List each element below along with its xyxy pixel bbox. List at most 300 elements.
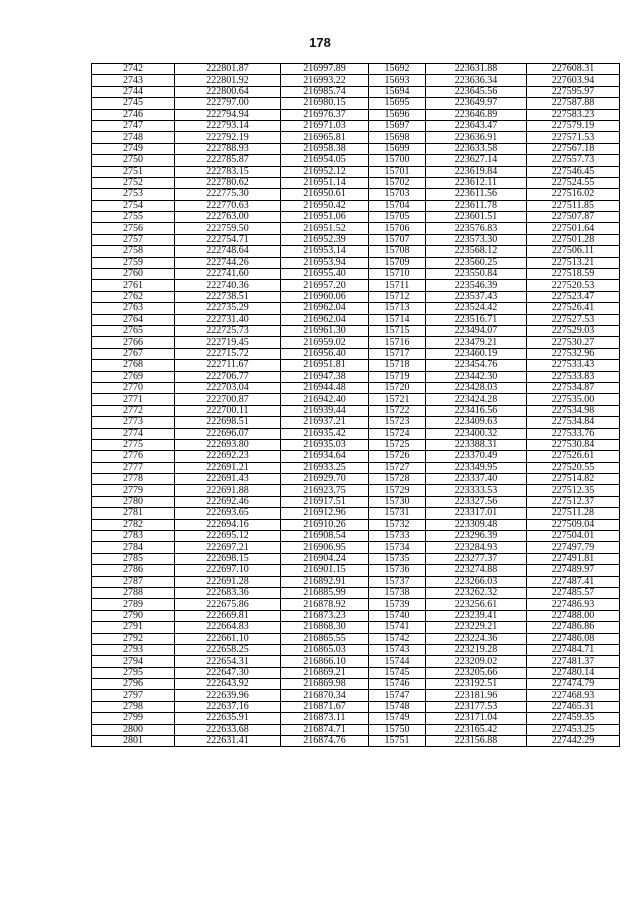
cell-y-right: 227526.41 (527, 303, 620, 314)
cell-point-id-right: 15735 (369, 553, 426, 564)
cell-point-id-right: 15704 (369, 200, 426, 211)
table-row (92, 337, 620, 348)
cell-x-left: 222700.87 (175, 394, 281, 405)
cell-point-id-left: 2767 (92, 348, 175, 359)
cell-point-id-right: 15701 (369, 166, 426, 177)
cell-point-id-left: 2770 (92, 382, 175, 393)
cell-point-id-right: 15745 (369, 667, 426, 678)
cell-point-id-left: 2789 (92, 599, 175, 610)
cell-y-right: 227513.21 (527, 257, 620, 268)
cell-point-id-right: 15728 (369, 474, 426, 485)
cell-x-right: 223165.42 (426, 724, 527, 735)
cell-y-left: 216947.38 (281, 371, 369, 382)
cell-x-left: 222664.83 (175, 622, 281, 633)
cell-point-id-left: 2750 (92, 155, 175, 166)
cell-x-right: 223568.12 (426, 246, 527, 257)
table-row (92, 200, 620, 211)
cell-x-right: 223460.19 (426, 348, 527, 359)
cell-point-id-left: 2755 (92, 212, 175, 223)
cell-x-right: 223177.53 (426, 701, 527, 712)
cell-point-id-right: 15708 (369, 246, 426, 257)
cell-y-left: 216937.21 (281, 417, 369, 428)
cell-point-id-right: 15744 (369, 656, 426, 667)
cell-y-right: 227459.35 (527, 713, 620, 724)
cell-point-id-left: 2780 (92, 496, 175, 507)
cell-x-left: 222697.21 (175, 542, 281, 553)
cell-x-left: 222770.63 (175, 200, 281, 211)
table-row (92, 86, 620, 97)
cell-point-id-left: 2746 (92, 109, 175, 120)
cell-x-left: 222706.77 (175, 371, 281, 382)
cell-x-left: 222797.00 (175, 98, 281, 109)
cell-y-right: 227534.84 (527, 417, 620, 428)
cell-y-left: 216950.42 (281, 200, 369, 211)
table-row (92, 587, 620, 598)
table-row (92, 428, 620, 439)
cell-y-left: 216868.30 (281, 622, 369, 633)
cell-y-right: 227511.85 (527, 200, 620, 211)
cell-point-id-left: 2783 (92, 531, 175, 542)
cell-x-right: 223224.36 (426, 633, 527, 644)
cell-y-right: 227533.43 (527, 360, 620, 371)
cell-point-id-left: 2759 (92, 257, 175, 268)
cell-x-left: 222695.12 (175, 531, 281, 542)
cell-y-right: 227527.53 (527, 314, 620, 325)
cell-point-id-right: 15734 (369, 542, 426, 553)
cell-y-right: 227501.64 (527, 223, 620, 234)
cell-x-right: 223229.21 (426, 622, 527, 633)
cell-x-left: 222711.67 (175, 360, 281, 371)
cell-point-id-left: 2800 (92, 724, 175, 735)
table-row (92, 610, 620, 621)
cell-y-right: 227579.19 (527, 120, 620, 131)
cell-y-right: 227534.98 (527, 405, 620, 416)
cell-x-left: 222692.46 (175, 496, 281, 507)
cell-point-id-right: 15716 (369, 337, 426, 348)
cell-y-right: 227608.31 (527, 64, 620, 75)
cell-point-id-right: 15712 (369, 291, 426, 302)
cell-y-right: 227507.87 (527, 212, 620, 223)
cell-y-left: 216873.23 (281, 610, 369, 621)
cell-x-right: 223317.01 (426, 508, 527, 519)
cell-point-id-left: 2776 (92, 451, 175, 462)
cell-x-right: 223636.91 (426, 132, 527, 143)
cell-x-left: 222775.30 (175, 189, 281, 200)
cell-point-id-right: 15743 (369, 644, 426, 655)
table-row (92, 98, 620, 109)
cell-point-id-left: 2787 (92, 576, 175, 587)
cell-y-right: 227511.28 (527, 508, 620, 519)
cell-y-left: 216908.54 (281, 531, 369, 542)
cell-y-right: 227465.31 (527, 701, 620, 712)
cell-y-right: 227520.53 (527, 280, 620, 291)
cell-y-left: 216939.44 (281, 405, 369, 416)
cell-point-id-left: 2793 (92, 644, 175, 655)
cell-y-right: 227518.59 (527, 269, 620, 280)
cell-y-left: 216869.21 (281, 667, 369, 678)
cell-x-left: 222719.45 (175, 337, 281, 348)
table-row (92, 325, 620, 336)
cell-x-left: 222780.62 (175, 177, 281, 188)
cell-x-right: 223612.11 (426, 177, 527, 188)
cell-point-id-left: 2766 (92, 337, 175, 348)
cell-y-left: 216962.04 (281, 303, 369, 314)
cell-x-right: 223424.28 (426, 394, 527, 405)
cell-y-right: 227468.93 (527, 690, 620, 701)
table-row (92, 234, 620, 245)
table-row (92, 701, 620, 712)
cell-point-id-left: 2779 (92, 485, 175, 496)
cell-point-id-right: 15697 (369, 120, 426, 131)
cell-point-id-right: 15738 (369, 587, 426, 598)
cell-x-right: 223550.84 (426, 269, 527, 280)
cell-x-left: 222691.88 (175, 485, 281, 496)
cell-point-id-right: 15715 (369, 325, 426, 336)
cell-y-left: 216874.76 (281, 736, 369, 747)
cell-point-id-left: 2745 (92, 98, 175, 109)
cell-x-right: 223277.37 (426, 553, 527, 564)
cell-y-left: 216955.40 (281, 269, 369, 280)
cell-y-right: 227504.01 (527, 531, 620, 542)
cell-x-left: 222697.10 (175, 565, 281, 576)
cell-point-id-right: 15711 (369, 280, 426, 291)
cell-y-left: 216952.12 (281, 166, 369, 177)
table-row (92, 496, 620, 507)
cell-x-left: 222691.43 (175, 474, 281, 485)
cell-y-right: 227497.79 (527, 542, 620, 553)
cell-point-id-right: 15729 (369, 485, 426, 496)
cell-y-left: 216869.98 (281, 679, 369, 690)
cell-x-left: 222700.11 (175, 405, 281, 416)
cell-point-id-right: 15733 (369, 531, 426, 542)
table-row (92, 371, 620, 382)
cell-point-id-right: 15717 (369, 348, 426, 359)
cell-x-right: 223209.02 (426, 656, 527, 667)
cell-x-left: 222738.51 (175, 291, 281, 302)
cell-y-left: 216873.11 (281, 713, 369, 724)
cell-x-right: 223333.53 (426, 485, 527, 496)
cell-point-id-left: 2744 (92, 86, 175, 97)
cell-x-right: 223537.43 (426, 291, 527, 302)
cell-x-left: 222698.15 (175, 553, 281, 564)
coordinates-table (91, 63, 620, 747)
cell-y-left: 216954.05 (281, 155, 369, 166)
cell-x-left: 222754.71 (175, 234, 281, 245)
cell-y-right: 227481.37 (527, 656, 620, 667)
cell-x-left: 222792.19 (175, 132, 281, 143)
cell-x-right: 223611.78 (426, 200, 527, 211)
cell-point-id-left: 2795 (92, 667, 175, 678)
cell-x-left: 222793.14 (175, 120, 281, 131)
cell-y-left: 216871.67 (281, 701, 369, 712)
cell-y-left: 216953.14 (281, 246, 369, 257)
cell-y-right: 227587.88 (527, 98, 620, 109)
cell-x-right: 223349.95 (426, 462, 527, 473)
cell-x-right: 223284.93 (426, 542, 527, 553)
cell-point-id-right: 15742 (369, 633, 426, 644)
cell-point-id-right: 15751 (369, 736, 426, 747)
cell-x-right: 223546.39 (426, 280, 527, 291)
cell-y-left: 216960.06 (281, 291, 369, 302)
cell-point-id-left: 2747 (92, 120, 175, 131)
cell-x-left: 222633.68 (175, 724, 281, 735)
cell-y-right: 227533.76 (527, 428, 620, 439)
table-row (92, 189, 620, 200)
cell-x-right: 223479.21 (426, 337, 527, 348)
cell-y-left: 216874.71 (281, 724, 369, 735)
cell-x-right: 223181.96 (426, 690, 527, 701)
cell-x-right: 223296.39 (426, 531, 527, 542)
cell-point-id-right: 15706 (369, 223, 426, 234)
cell-y-left: 216923.75 (281, 485, 369, 496)
cell-x-left: 222683.36 (175, 587, 281, 598)
cell-y-left: 216935.42 (281, 428, 369, 439)
table-row (92, 246, 620, 257)
table-row (92, 736, 620, 747)
cell-y-right: 227489.97 (527, 565, 620, 576)
cell-point-id-right: 15749 (369, 713, 426, 724)
cell-point-id-left: 2762 (92, 291, 175, 302)
cell-x-right: 223256.61 (426, 599, 527, 610)
cell-y-right: 227486.86 (527, 622, 620, 633)
cell-x-right: 223494.07 (426, 325, 527, 336)
table-row (92, 212, 620, 223)
cell-point-id-left: 2753 (92, 189, 175, 200)
cell-y-right: 227533.83 (527, 371, 620, 382)
cell-y-right: 227534.87 (527, 382, 620, 393)
table-row (92, 451, 620, 462)
table-row (92, 656, 620, 667)
cell-x-right: 223646.89 (426, 109, 527, 120)
table-row (92, 120, 620, 131)
table-row (92, 474, 620, 485)
cell-y-left: 216865.03 (281, 644, 369, 655)
cell-y-left: 216957.20 (281, 280, 369, 291)
cell-point-id-left: 2778 (92, 474, 175, 485)
cell-point-id-right: 15714 (369, 314, 426, 325)
cell-point-id-right: 15747 (369, 690, 426, 701)
table-row (92, 223, 620, 234)
cell-x-left: 222675.86 (175, 599, 281, 610)
cell-point-id-right: 15696 (369, 109, 426, 120)
table-row (92, 485, 620, 496)
cell-point-id-left: 2756 (92, 223, 175, 234)
table-row (92, 166, 620, 177)
cell-x-right: 223266.03 (426, 576, 527, 587)
cell-point-id-left: 2785 (92, 553, 175, 564)
cell-x-left: 222783.15 (175, 166, 281, 177)
cell-point-id-left: 2751 (92, 166, 175, 177)
cell-x-right: 223524.42 (426, 303, 527, 314)
cell-x-right: 223619.84 (426, 166, 527, 177)
cell-y-left: 216961.30 (281, 325, 369, 336)
table-row (92, 177, 620, 188)
cell-x-right: 223516.71 (426, 314, 527, 325)
cell-y-left: 216951.81 (281, 360, 369, 371)
cell-y-left: 216953.94 (281, 257, 369, 268)
cell-x-left: 222801.87 (175, 64, 281, 75)
cell-y-right: 227603.94 (527, 75, 620, 86)
cell-x-left: 222639.96 (175, 690, 281, 701)
cell-y-right: 227453.25 (527, 724, 620, 735)
cell-point-id-left: 2777 (92, 462, 175, 473)
cell-y-right: 227485.57 (527, 587, 620, 598)
cell-point-id-left: 2801 (92, 736, 175, 747)
cell-y-left: 216904.24 (281, 553, 369, 564)
cell-y-left: 216958.38 (281, 143, 369, 154)
cell-y-right: 227530.27 (527, 337, 620, 348)
cell-point-id-right: 15710 (369, 269, 426, 280)
table-row (92, 382, 620, 393)
cell-y-left: 216870.34 (281, 690, 369, 701)
cell-y-left: 216910.26 (281, 519, 369, 530)
cell-y-right: 227442.29 (527, 736, 620, 747)
cell-y-right: 227571.53 (527, 132, 620, 143)
cell-y-left: 216892.91 (281, 576, 369, 587)
cell-x-left: 222654.31 (175, 656, 281, 667)
cell-y-right: 227512.35 (527, 485, 620, 496)
cell-x-left: 222735.29 (175, 303, 281, 314)
cell-y-left: 216951.52 (281, 223, 369, 234)
cell-y-right: 227501.28 (527, 234, 620, 245)
cell-y-left: 216906.95 (281, 542, 369, 553)
cell-y-right: 227486.08 (527, 633, 620, 644)
cell-point-id-right: 15737 (369, 576, 426, 587)
cell-y-right: 227512.37 (527, 496, 620, 507)
cell-y-right: 227516.02 (527, 189, 620, 200)
cell-y-right: 227583.23 (527, 109, 620, 120)
cell-point-id-right: 15726 (369, 451, 426, 462)
cell-y-right: 227530.84 (527, 439, 620, 450)
cell-x-left: 222703.04 (175, 382, 281, 393)
table-row (92, 462, 620, 473)
cell-y-left: 216997.89 (281, 64, 369, 75)
cell-y-left: 216901.15 (281, 565, 369, 576)
cell-point-id-left: 2794 (92, 656, 175, 667)
cell-x-left: 222696.07 (175, 428, 281, 439)
cell-y-right: 227532.96 (527, 348, 620, 359)
cell-y-left: 216878.92 (281, 599, 369, 610)
cell-point-id-left: 2761 (92, 280, 175, 291)
cell-x-left: 222635.91 (175, 713, 281, 724)
cell-y-left: 216951.06 (281, 212, 369, 223)
cell-y-right: 227535.00 (527, 394, 620, 405)
cell-x-right: 223192.51 (426, 679, 527, 690)
cell-point-id-right: 15732 (369, 519, 426, 530)
cell-y-left: 216929.70 (281, 474, 369, 485)
cell-point-id-right: 15740 (369, 610, 426, 621)
cell-x-right: 223400.32 (426, 428, 527, 439)
table-row (92, 724, 620, 735)
table-row (92, 542, 620, 553)
cell-x-right: 223219.28 (426, 644, 527, 655)
cell-y-right: 227546.45 (527, 166, 620, 177)
cell-x-right: 223239.41 (426, 610, 527, 621)
cell-x-right: 223442.30 (426, 371, 527, 382)
cell-x-right: 223560.25 (426, 257, 527, 268)
cell-y-right: 227484.71 (527, 644, 620, 655)
cell-point-id-right: 15695 (369, 98, 426, 109)
cell-point-id-right: 15719 (369, 371, 426, 382)
cell-x-right: 223601.51 (426, 212, 527, 223)
cell-x-left: 222788.93 (175, 143, 281, 154)
cell-x-left: 222740.36 (175, 280, 281, 291)
table-row (92, 109, 620, 120)
cell-x-left: 222725.73 (175, 325, 281, 336)
cell-x-left: 222661.10 (175, 633, 281, 644)
table-row (92, 508, 620, 519)
table-row (92, 405, 620, 416)
cell-y-left: 216933.25 (281, 462, 369, 473)
cell-x-left: 222794.94 (175, 109, 281, 120)
cell-point-id-right: 15746 (369, 679, 426, 690)
cell-point-id-right: 15692 (369, 64, 426, 75)
cell-x-left: 222759.50 (175, 223, 281, 234)
table-row (92, 348, 620, 359)
cell-y-right: 227529.03 (527, 325, 620, 336)
cell-y-left: 216912.96 (281, 508, 369, 519)
table-row (92, 155, 620, 166)
cell-x-right: 223205.66 (426, 667, 527, 678)
cell-y-right: 227514.82 (527, 474, 620, 485)
cell-point-id-left: 2797 (92, 690, 175, 701)
table-row (92, 531, 620, 542)
cell-point-id-left: 2790 (92, 610, 175, 621)
cell-x-right: 223576.83 (426, 223, 527, 234)
cell-x-left: 222643.92 (175, 679, 281, 690)
cell-point-id-left: 2760 (92, 269, 175, 280)
cell-x-left: 222631.41 (175, 736, 281, 747)
table-row (92, 622, 620, 633)
cell-x-left: 222715.72 (175, 348, 281, 359)
table-row (92, 75, 620, 86)
cell-y-left: 216980.15 (281, 98, 369, 109)
cell-point-id-left: 2781 (92, 508, 175, 519)
cell-point-id-left: 2768 (92, 360, 175, 371)
cell-point-id-right: 15694 (369, 86, 426, 97)
cell-point-id-right: 15750 (369, 724, 426, 735)
cell-x-right: 223274.88 (426, 565, 527, 576)
cell-y-right: 227509.04 (527, 519, 620, 530)
table-row (92, 565, 620, 576)
cell-point-id-left: 2786 (92, 565, 175, 576)
cell-y-left: 216993.22 (281, 75, 369, 86)
cell-y-left: 216959.02 (281, 337, 369, 348)
table-row (92, 360, 620, 371)
cell-point-id-left: 2765 (92, 325, 175, 336)
cell-point-id-left: 2796 (92, 679, 175, 690)
table-row (92, 519, 620, 530)
cell-point-id-left: 2784 (92, 542, 175, 553)
cell-point-id-right: 15698 (369, 132, 426, 143)
cell-y-right: 227486.93 (527, 599, 620, 610)
cell-point-id-right: 15724 (369, 428, 426, 439)
cell-y-right: 227520.55 (527, 462, 620, 473)
cell-y-left: 216965.81 (281, 132, 369, 143)
cell-point-id-left: 2769 (92, 371, 175, 382)
cell-point-id-left: 2788 (92, 587, 175, 598)
cell-y-left: 216956.40 (281, 348, 369, 359)
cell-x-left: 222691.28 (175, 576, 281, 587)
table-row (92, 303, 620, 314)
cell-point-id-left: 2758 (92, 246, 175, 257)
table-row (92, 257, 620, 268)
cell-y-right: 227480.14 (527, 667, 620, 678)
cell-x-left: 222801.92 (175, 75, 281, 86)
table-row (92, 679, 620, 690)
cell-y-right: 227487.41 (527, 576, 620, 587)
cell-point-id-left: 2792 (92, 633, 175, 644)
